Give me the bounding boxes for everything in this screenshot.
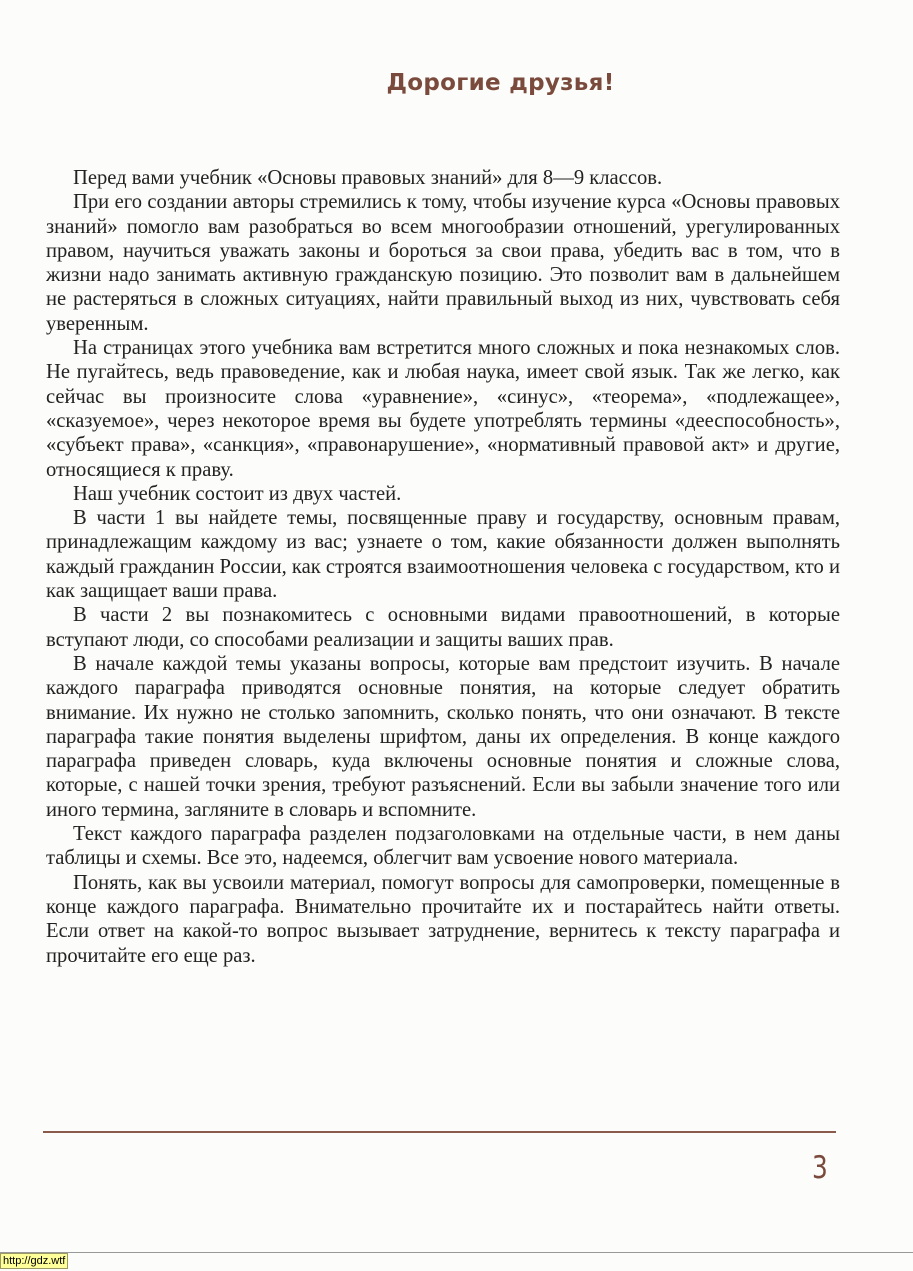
paragraph: Наш учебник состоит из двух частей. (73, 482, 402, 505)
paragraph: В начале каждой темы указаны вопросы, которые вам предстоит изучить. В начале каждого параграфа приводятся основные понятия, на которые следует обратить внимание. Их нужно не столько запомнить, сколько понять, что они означают. В тексте параграфа такие понятия выделены шрифтом, даны их определения. В конце каждого параграфа приведен словарь, куда включены основные понятия и сложные слова, которые, с нашей точки зрения, требуют разъяснений. Если вы забыли значение того или иного термина, загляните в словарь и вспомните. (46, 652, 840, 821)
paragraph: При его создании авторы стремились к тому, чтобы изучение курса «Основы правовых знаний» помогло вам разобраться во всем многообразии отношений, урегулированных правом, научиться уважать законы и бороться за свои права, убедить вас в том, что в жизни надо занимать активную гражданскую позицию. Это позволит вам в дальнейшем не растеряться в сложных ситуациях, найти правильный выход из них, чувствовать себя уверенным. (46, 191, 840, 335)
paragraph: Понять, как вы усвоили материал, помогут вопросы для самопроверки, помещенные в конце каждого параграфа. Внимательно прочитайте их и постарайтесь найти ответы. Если ответ на какой-то вопрос вызывает затруднение, вернитесь к тексту параграфа и прочитайте его еще раз. (46, 871, 840, 967)
bottom-border (0, 1252, 913, 1253)
paragraph: Текст каждого параграфа разделен подзаголовками на отдельные части, в нем даны таблицы и схемы. Все это, надеемся, облегчит вам усвоение нового материала. (46, 823, 840, 870)
paragraph: В части 1 вы найдете темы, посвященные праву и государству, основным правам, принадлежащим каждому из вас; узнаете о том, какие обязанности должен выполнять каждый гражданин России, как строятся взаимоотношения человека с государством, кто и как защищает ваши права. (46, 507, 840, 603)
paragraph: Перед вами учебник «Основы правовых знаний» для 8—9 классов. (73, 167, 663, 189)
paragraph: В части 2 вы познакомитесь с основными видами правоотношений, в которые вступают люди, со способами реализации и защиты ваших прав. (46, 604, 840, 651)
footer-divider (43, 1131, 836, 1133)
body-text (46, 166, 840, 968)
page-number: 3 (812, 1150, 828, 1186)
page-title: Дорогие друзья! (386, 70, 615, 96)
watermark-link[interactable]: http://gdz.wtf (0, 1253, 68, 1269)
paragraph: На страницах этого учебника вам встретится много сложных и пока незнакомых слов. Не пугайтесь, ведь правоведение, как и любая наука, имеет свой язык. Так же легко, как сейчас вы произносите слова «уравнение», «синус», «теорема», «подлежащее», «сказуемое», через некоторое время вы будете употреблять термины «дееспособность», «субъект права», «санкция», «правонарушение», «нормативный правовой акт» и другие, относящиеся к праву. (46, 337, 840, 481)
